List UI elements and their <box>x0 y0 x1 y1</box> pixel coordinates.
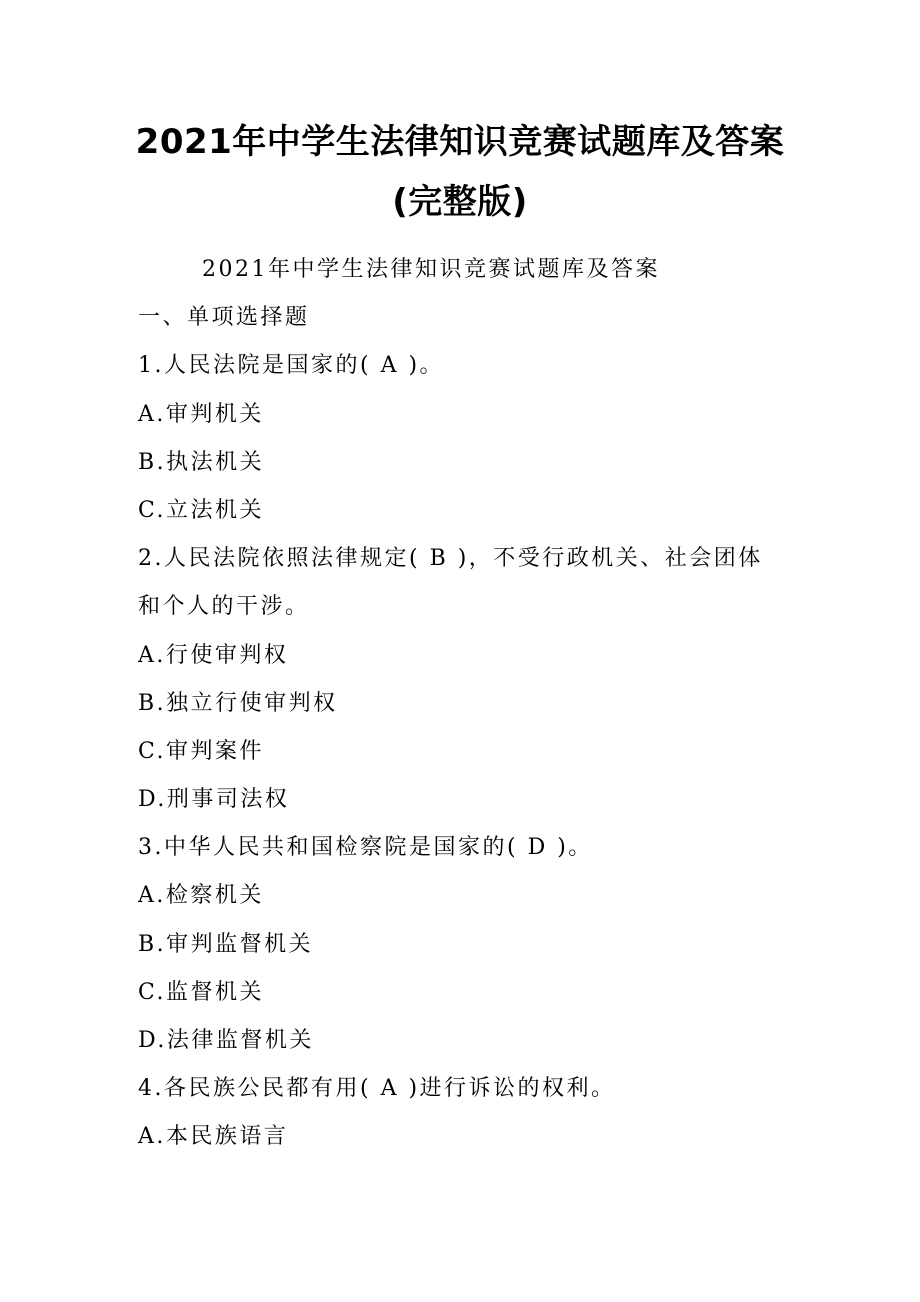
subtitle-line: 2021年中学生法律知识竞赛试题库及答案 <box>202 257 660 282</box>
document-title: 2021年中学生法律知识竞赛试题库及答案 <box>135 122 785 162</box>
question-line: 1.人民法院是国家的( A )。 <box>138 353 445 379</box>
document-body <box>138 246 788 1162</box>
option-line: A.行使审判权 <box>138 642 289 668</box>
option-line: A.审判机关 <box>138 401 264 427</box>
question-line: 2.人民法院依照法律规定( B )，不受行政机关、社会团体 <box>138 546 763 572</box>
option-line: C.审判案件 <box>138 738 265 764</box>
question-line-continued: 和个人的干涉。 <box>138 594 310 620</box>
option-line: A.检察机关 <box>138 883 264 909</box>
option-line: C.监督机关 <box>138 979 265 1005</box>
question-line: 3.中华人民共和国检察院是国家的( D )。 <box>138 835 593 861</box>
section-heading: 一、单项选择题 <box>138 305 310 331</box>
option-line: C.立法机关 <box>138 497 265 523</box>
option-line: B.审判监督机关 <box>138 931 314 957</box>
option-line: B.执法机关 <box>138 449 265 475</box>
option-line: D.刑事司法权 <box>138 787 290 813</box>
option-line: B.独立行使审判权 <box>138 690 338 716</box>
question-line: 4.各民族公民都有用( A )进行诉讼的权利。 <box>138 1076 616 1102</box>
option-line: D.法律监督机关 <box>138 1028 314 1053</box>
option-line: A.本民族语言 <box>138 1124 289 1150</box>
document-title-suffix: (完整版) <box>392 182 528 222</box>
